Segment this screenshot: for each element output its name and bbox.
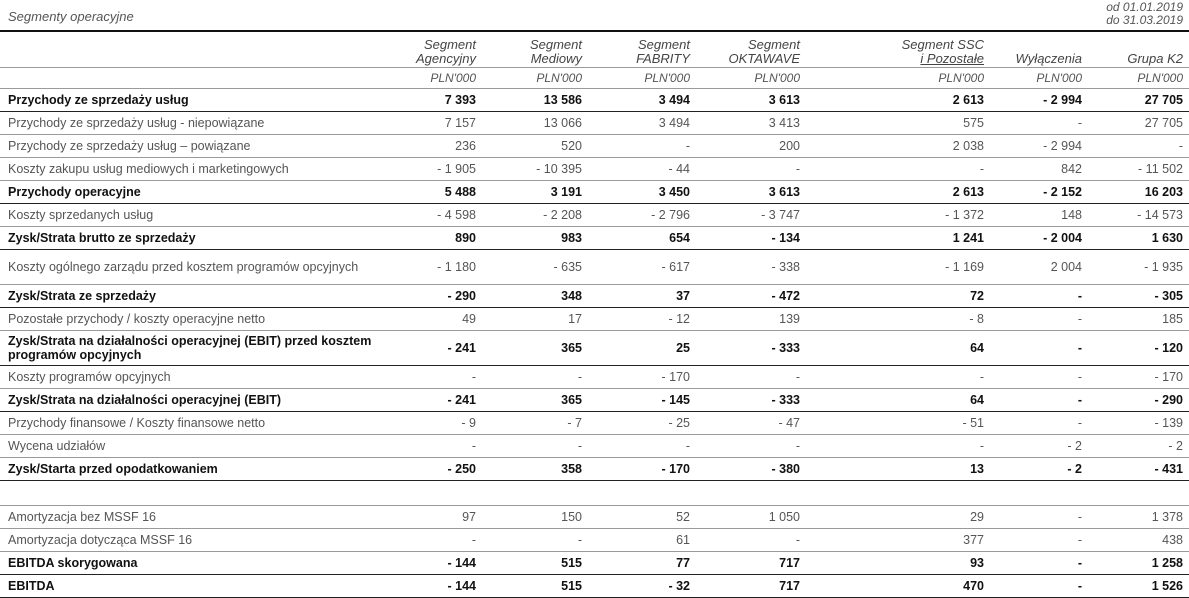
value-cell: - 2 994 bbox=[990, 135, 1088, 158]
value-cell: - 2 bbox=[990, 435, 1088, 458]
value-cell: - 1 169 bbox=[806, 250, 990, 285]
value-cell: 27 705 bbox=[1088, 89, 1189, 112]
table-row bbox=[0, 389, 1189, 412]
value-cell: 93 bbox=[806, 552, 990, 575]
value-cell: 654 bbox=[588, 227, 696, 250]
value-cell: 13 586 bbox=[482, 89, 588, 112]
value-cell: - 241 bbox=[382, 389, 482, 412]
value-cell: - 170 bbox=[588, 366, 696, 389]
value-cell: - 1 905 bbox=[382, 158, 482, 181]
value-cell: - bbox=[482, 435, 588, 458]
value-cell: 72 bbox=[806, 285, 990, 308]
unit-cell: PLN'000 bbox=[382, 68, 482, 89]
row-label: Koszty zakupu usług mediowych i marketingowych bbox=[0, 158, 382, 181]
value-cell: 717 bbox=[696, 575, 806, 598]
row-label: EBITDA bbox=[0, 575, 382, 598]
value-cell: 97 bbox=[382, 506, 482, 529]
column-header: Wyłączenia bbox=[990, 32, 1088, 68]
unit-cell: PLN'000 bbox=[696, 68, 806, 89]
header-label-cell bbox=[0, 32, 382, 68]
value-cell: - bbox=[1088, 135, 1189, 158]
row-label: Przychody ze sprzedaży usług – powiązane bbox=[0, 135, 382, 158]
value-cell: - 51 bbox=[806, 412, 990, 435]
unit-cell: PLN'000 bbox=[806, 68, 990, 89]
column-header: Segment OKTAWAVE bbox=[696, 32, 806, 68]
value-cell: 13 bbox=[806, 458, 990, 481]
table-row bbox=[0, 181, 1189, 204]
value-cell: 13 066 bbox=[482, 112, 588, 135]
table-row bbox=[0, 227, 1189, 250]
value-cell: - 333 bbox=[696, 389, 806, 412]
table-row bbox=[0, 250, 1189, 285]
table-row bbox=[0, 89, 1189, 112]
value-cell: 358 bbox=[482, 458, 588, 481]
unit-cell: PLN'000 bbox=[482, 68, 588, 89]
value-cell: - bbox=[382, 366, 482, 389]
value-cell: - bbox=[696, 366, 806, 389]
value-cell: 515 bbox=[482, 552, 588, 575]
value-cell: 52 bbox=[588, 506, 696, 529]
row-label: Koszty ogólnego zarządu przed kosztem programów opcyjnych bbox=[0, 250, 382, 285]
row-label: Zysk/Strata ze sprzedaży bbox=[0, 285, 382, 308]
value-cell: 64 bbox=[806, 389, 990, 412]
segments-table bbox=[0, 32, 1189, 598]
value-cell: - bbox=[482, 366, 588, 389]
value-cell: 1 378 bbox=[1088, 506, 1189, 529]
row-label: Wycena udziałów bbox=[0, 435, 382, 458]
value-cell: - 241 bbox=[382, 331, 482, 366]
value-cell: 150 bbox=[482, 506, 588, 529]
value-cell: 470 bbox=[806, 575, 990, 598]
row-label: Zysk/Strata na działalności operacyjnej (EBIT) przed kosztem programów opcyjnych bbox=[0, 331, 382, 366]
row-label: EBITDA skorygowana bbox=[0, 552, 382, 575]
value-cell: 3 613 bbox=[696, 89, 806, 112]
value-cell: 2 613 bbox=[806, 89, 990, 112]
value-cell: - 1 372 bbox=[806, 204, 990, 227]
value-cell: - 170 bbox=[1088, 366, 1189, 389]
value-cell: - 14 573 bbox=[1088, 204, 1189, 227]
value-cell: - 333 bbox=[696, 331, 806, 366]
value-cell: 64 bbox=[806, 331, 990, 366]
value-cell: - 2 152 bbox=[990, 181, 1088, 204]
value-cell: 3 494 bbox=[588, 89, 696, 112]
value-cell: - 11 502 bbox=[1088, 158, 1189, 181]
value-cell: - 2 bbox=[1088, 435, 1189, 458]
table-row bbox=[0, 435, 1189, 458]
value-cell: 77 bbox=[588, 552, 696, 575]
value-cell: - bbox=[990, 412, 1088, 435]
value-cell: - 12 bbox=[588, 308, 696, 331]
value-cell: - 2 796 bbox=[588, 204, 696, 227]
row-label: Amortyzacja bez MSSF 16 bbox=[0, 506, 382, 529]
value-cell: - 170 bbox=[588, 458, 696, 481]
value-cell: - bbox=[696, 529, 806, 552]
column-header: Grupa K2 bbox=[1088, 32, 1189, 68]
row-label: Przychody ze sprzedaży usług bbox=[0, 89, 382, 112]
period-to: do 31.03.2019 bbox=[1106, 13, 1183, 27]
value-cell: 717 bbox=[696, 552, 806, 575]
value-cell: - 120 bbox=[1088, 331, 1189, 366]
value-cell: - 338 bbox=[696, 250, 806, 285]
value-cell: 3 191 bbox=[482, 181, 588, 204]
value-cell: - bbox=[990, 575, 1088, 598]
value-cell: 61 bbox=[588, 529, 696, 552]
column-header: Segment FABRITY bbox=[588, 32, 696, 68]
value-cell: 16 203 bbox=[1088, 181, 1189, 204]
value-cell: 515 bbox=[482, 575, 588, 598]
value-cell: - 472 bbox=[696, 285, 806, 308]
value-cell: - bbox=[990, 112, 1088, 135]
value-cell: - 2 bbox=[990, 458, 1088, 481]
value-cell: 1 050 bbox=[696, 506, 806, 529]
row-label: Zysk/Strata brutto ze sprzedaży bbox=[0, 227, 382, 250]
value-cell: 139 bbox=[696, 308, 806, 331]
value-cell: 236 bbox=[382, 135, 482, 158]
value-cell: - 431 bbox=[1088, 458, 1189, 481]
value-cell: - bbox=[696, 158, 806, 181]
value-cell: - bbox=[990, 529, 1088, 552]
table-row bbox=[0, 552, 1189, 575]
value-cell: 3 450 bbox=[588, 181, 696, 204]
value-cell: 37 bbox=[588, 285, 696, 308]
table-row bbox=[0, 575, 1189, 598]
value-cell: 2 613 bbox=[806, 181, 990, 204]
unit-cell: PLN'000 bbox=[588, 68, 696, 89]
row-label: Przychody operacyjne bbox=[0, 181, 382, 204]
value-cell: - 134 bbox=[696, 227, 806, 250]
value-cell: - 139 bbox=[1088, 412, 1189, 435]
value-cell: - bbox=[806, 435, 990, 458]
value-cell: - 7 bbox=[482, 412, 588, 435]
row-label: Przychody finansowe / Koszty finansowe netto bbox=[0, 412, 382, 435]
value-cell: - 32 bbox=[588, 575, 696, 598]
value-cell: - 9 bbox=[382, 412, 482, 435]
value-cell: 1 241 bbox=[806, 227, 990, 250]
column-header-row bbox=[0, 32, 1189, 68]
value-cell: 27 705 bbox=[1088, 112, 1189, 135]
value-cell: - bbox=[806, 158, 990, 181]
value-cell: 29 bbox=[806, 506, 990, 529]
value-cell: - bbox=[990, 552, 1088, 575]
value-cell: 890 bbox=[382, 227, 482, 250]
table-row bbox=[0, 412, 1189, 435]
value-cell: 1 258 bbox=[1088, 552, 1189, 575]
row-label: Amortyzacja dotycząca MSSF 16 bbox=[0, 529, 382, 552]
value-cell: - bbox=[990, 389, 1088, 412]
value-cell: - 290 bbox=[1088, 389, 1189, 412]
value-cell: - 1 180 bbox=[382, 250, 482, 285]
row-label: Pozostałe przychody / koszty operacyjne netto bbox=[0, 308, 382, 331]
value-cell: 25 bbox=[588, 331, 696, 366]
row-label: Zysk/Strata na działalności operacyjnej (EBIT) bbox=[0, 389, 382, 412]
value-cell: - bbox=[806, 366, 990, 389]
value-cell: 200 bbox=[696, 135, 806, 158]
table-title: Segmenty operacyjne bbox=[8, 9, 134, 24]
table-row bbox=[0, 458, 1189, 481]
value-cell: 1 630 bbox=[1088, 227, 1189, 250]
row-label: Koszty programów opcyjnych bbox=[0, 366, 382, 389]
value-cell: 3 613 bbox=[696, 181, 806, 204]
value-cell: 2 004 bbox=[990, 250, 1088, 285]
value-cell: - bbox=[990, 366, 1088, 389]
row-label: Koszty sprzedanych usług bbox=[0, 204, 382, 227]
unit-row bbox=[0, 68, 1189, 89]
value-cell: - 4 598 bbox=[382, 204, 482, 227]
value-cell: - bbox=[382, 529, 482, 552]
value-cell: 49 bbox=[382, 308, 482, 331]
value-cell: - 380 bbox=[696, 458, 806, 481]
value-cell: 438 bbox=[1088, 529, 1189, 552]
table-row bbox=[0, 158, 1189, 181]
value-cell: 7 393 bbox=[382, 89, 482, 112]
spacer-row bbox=[0, 481, 1189, 506]
column-header: Segment Mediowy bbox=[482, 32, 588, 68]
value-cell: 5 488 bbox=[382, 181, 482, 204]
table-row bbox=[0, 331, 1189, 366]
value-cell: 348 bbox=[482, 285, 588, 308]
period-range bbox=[1106, 1, 1183, 27]
value-cell: - bbox=[588, 135, 696, 158]
value-cell: - 1 935 bbox=[1088, 250, 1189, 285]
period-from: od 01.01.2019 bbox=[1106, 0, 1183, 14]
value-cell: - 305 bbox=[1088, 285, 1189, 308]
value-cell: 842 bbox=[990, 158, 1088, 181]
value-cell: - 2 994 bbox=[990, 89, 1088, 112]
value-cell: - 290 bbox=[382, 285, 482, 308]
value-cell: 7 157 bbox=[382, 112, 482, 135]
value-cell: 365 bbox=[482, 389, 588, 412]
value-cell: 185 bbox=[1088, 308, 1189, 331]
value-cell: - 10 395 bbox=[482, 158, 588, 181]
value-cell: - 144 bbox=[382, 575, 482, 598]
table-row bbox=[0, 366, 1189, 389]
value-cell: - 2 004 bbox=[990, 227, 1088, 250]
value-cell: - bbox=[990, 506, 1088, 529]
table-row bbox=[0, 135, 1189, 158]
value-cell: - 145 bbox=[588, 389, 696, 412]
value-cell: - bbox=[696, 435, 806, 458]
value-cell: 3 494 bbox=[588, 112, 696, 135]
value-cell: 575 bbox=[806, 112, 990, 135]
row-label: Przychody ze sprzedaży usług - niepowiązane bbox=[0, 112, 382, 135]
value-cell: - 635 bbox=[482, 250, 588, 285]
value-cell: - bbox=[990, 331, 1088, 366]
value-cell: - bbox=[990, 308, 1088, 331]
unit-cell: PLN'000 bbox=[990, 68, 1088, 89]
value-cell: - 47 bbox=[696, 412, 806, 435]
value-cell: 520 bbox=[482, 135, 588, 158]
table-row bbox=[0, 112, 1189, 135]
value-cell: - bbox=[588, 435, 696, 458]
value-cell: 2 038 bbox=[806, 135, 990, 158]
value-cell: 377 bbox=[806, 529, 990, 552]
value-cell: - 250 bbox=[382, 458, 482, 481]
table-row bbox=[0, 506, 1189, 529]
value-cell: - 2 208 bbox=[482, 204, 588, 227]
value-cell: - bbox=[990, 285, 1088, 308]
value-cell: 3 413 bbox=[696, 112, 806, 135]
value-cell: 983 bbox=[482, 227, 588, 250]
value-cell: - bbox=[482, 529, 588, 552]
value-cell: - 8 bbox=[806, 308, 990, 331]
value-cell: - 617 bbox=[588, 250, 696, 285]
table-row bbox=[0, 308, 1189, 331]
value-cell: - 3 747 bbox=[696, 204, 806, 227]
table-row bbox=[0, 204, 1189, 227]
value-cell: 365 bbox=[482, 331, 588, 366]
value-cell: 1 526 bbox=[1088, 575, 1189, 598]
table-row bbox=[0, 529, 1189, 552]
column-header: Segment Agencyjny bbox=[382, 32, 482, 68]
unit-cell: PLN'000 bbox=[1088, 68, 1189, 89]
row-label: Zysk/Starta przed opodatkowaniem bbox=[0, 458, 382, 481]
column-header: Segment SSC i Pozostałe bbox=[806, 32, 990, 68]
value-cell: - 144 bbox=[382, 552, 482, 575]
value-cell: - bbox=[382, 435, 482, 458]
value-cell: 148 bbox=[990, 204, 1088, 227]
value-cell: - 44 bbox=[588, 158, 696, 181]
value-cell: 17 bbox=[482, 308, 588, 331]
table-row bbox=[0, 285, 1189, 308]
value-cell: - 25 bbox=[588, 412, 696, 435]
